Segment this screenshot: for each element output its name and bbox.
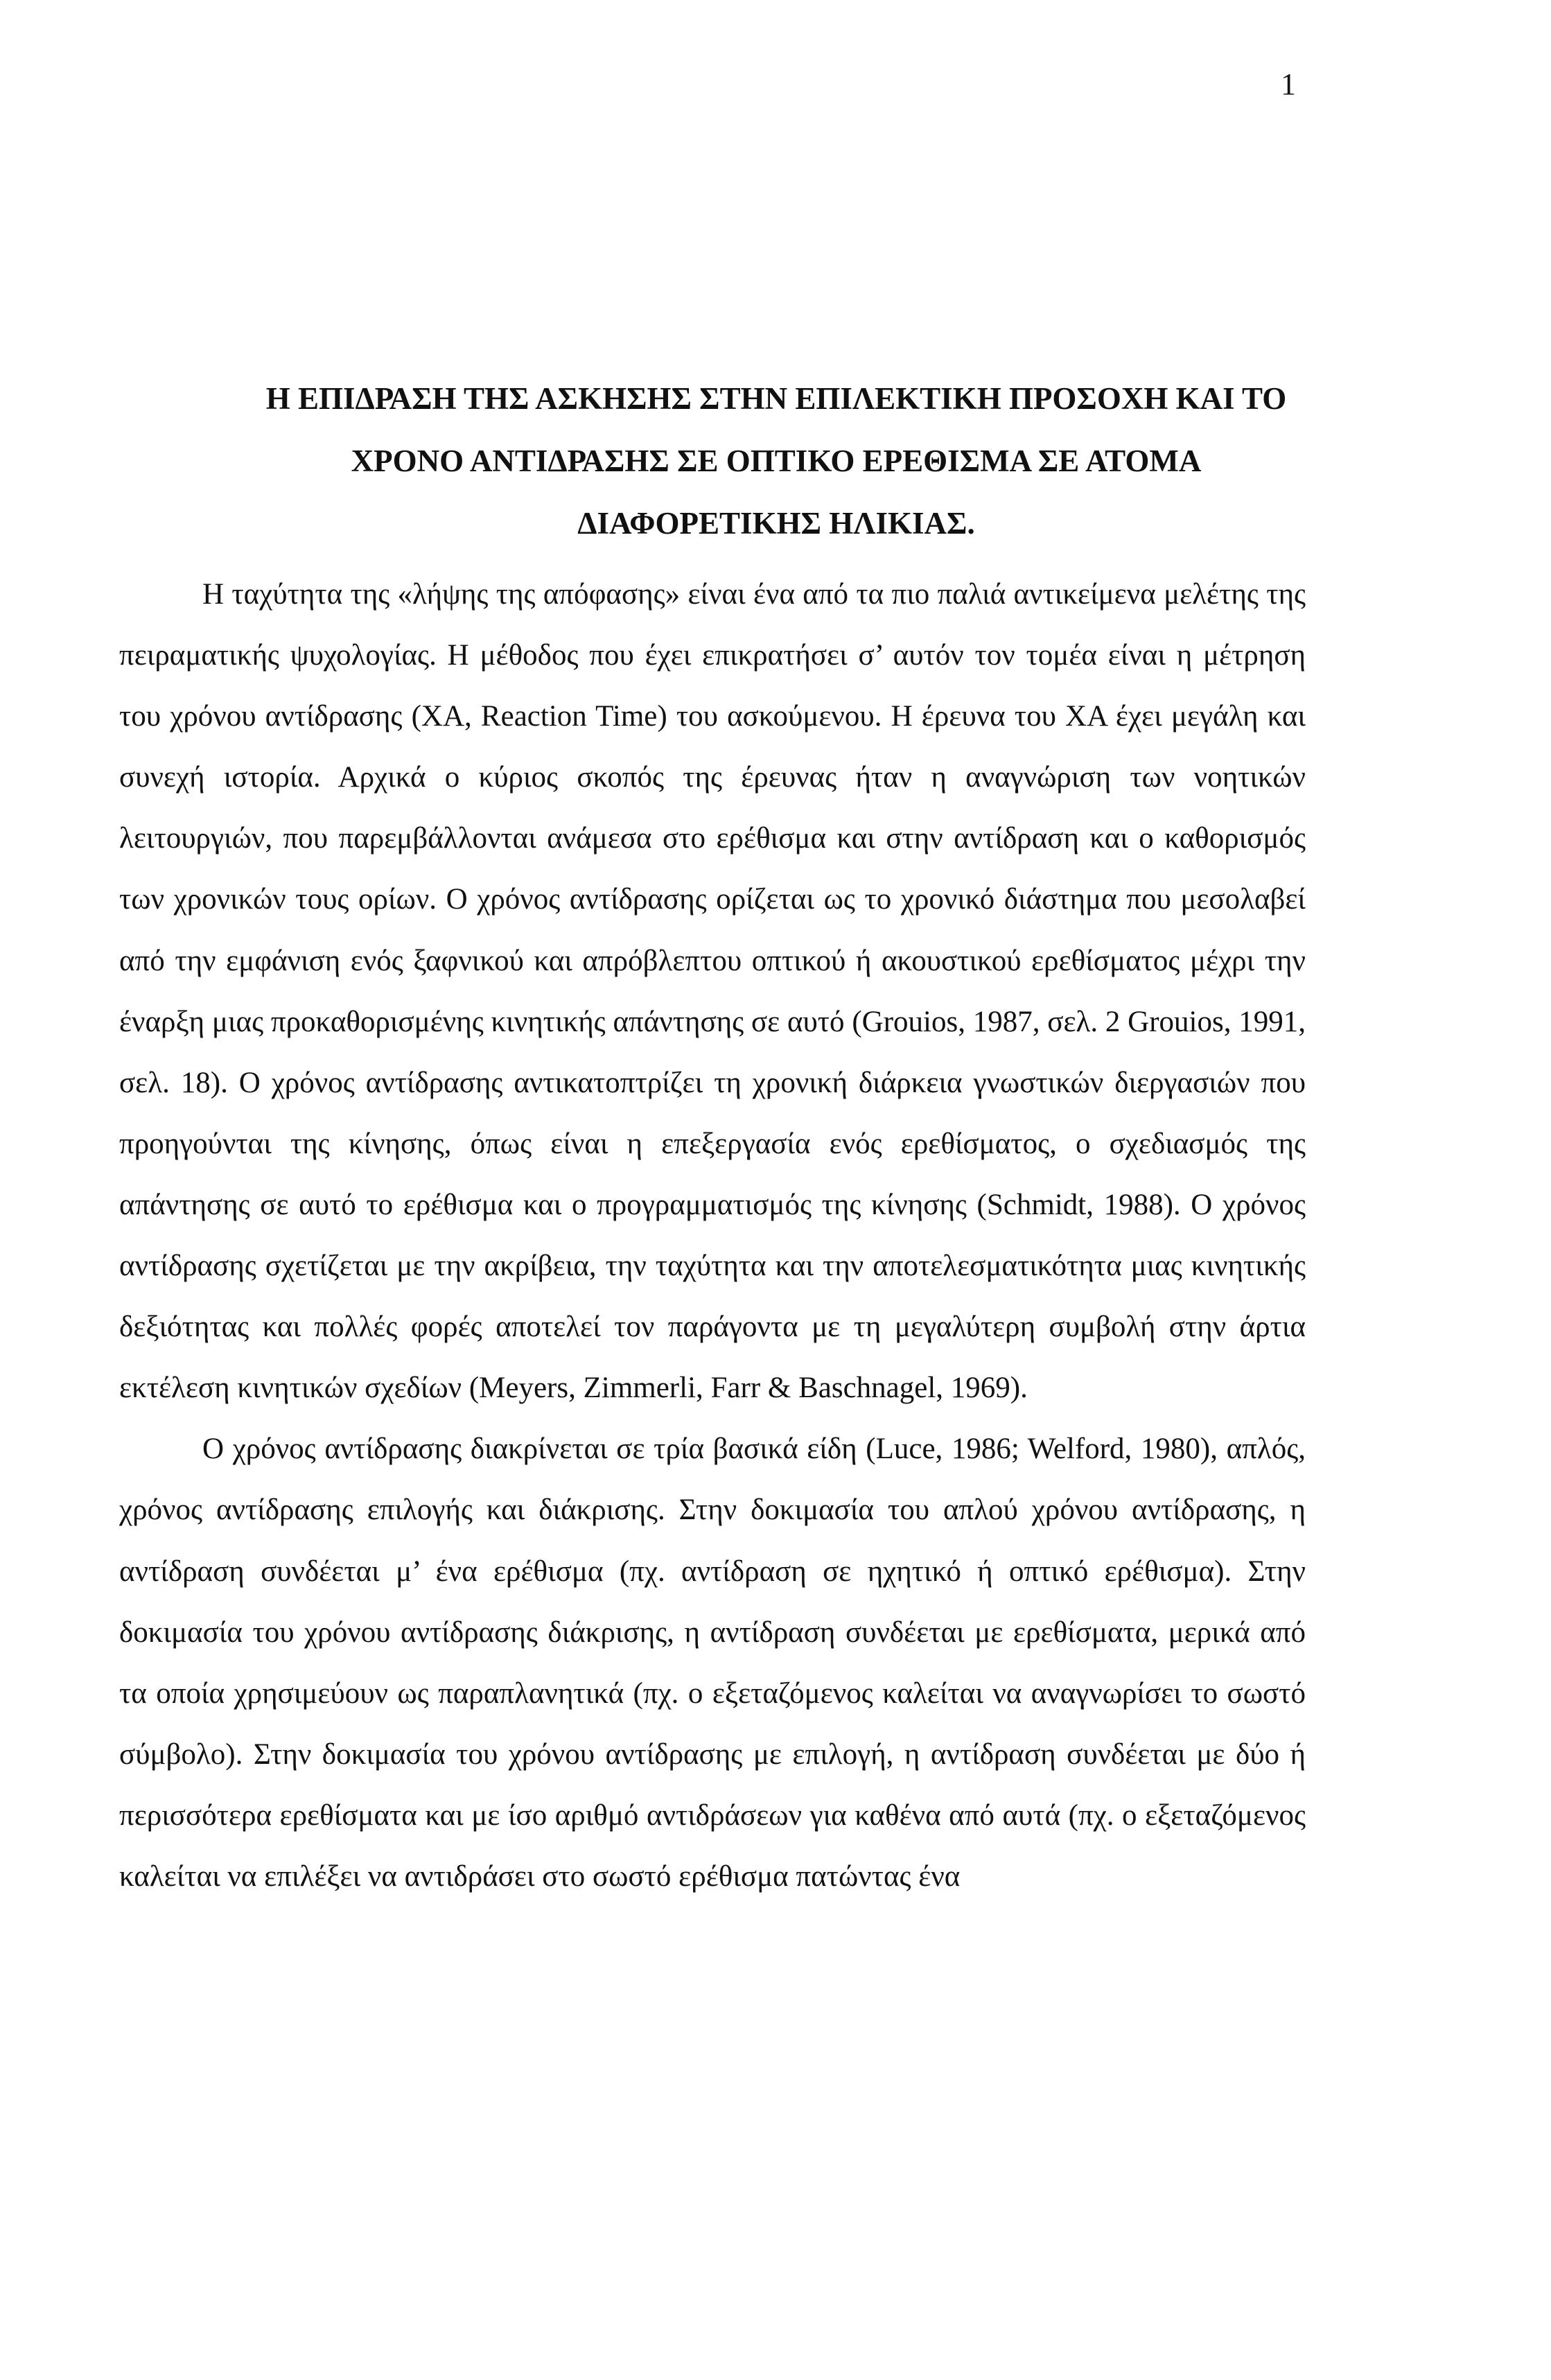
- title-line: ΔΙΑΦΟΡΕΤΙΚΗΣ ΗΛΙΚΙΑΣ.: [577, 506, 975, 541]
- body-text: [119, 564, 1306, 1907]
- document-title: [111, 367, 1442, 554]
- title-line: Η ΕΠΙΔΡΑΣΗ ΤΗΣ ΑΣΚΗΣΗΣ ΣΤΗΝ ΕΠΙΛΕΚΤΙΚΗ ΠΡΟΣΟΧΗ ΚΑΙ ΤΟ: [265, 381, 1287, 416]
- page-number: 1: [1281, 67, 1296, 101]
- paragraph-reaction-time-types: Ο χρόνος αντίδρασης διακρίνεται σε τρία βασικά είδη (Luce, 1986; Welford, 1980), απλός, χρόνος αντίδρασης επιλογής και διάκρισης. Στην δοκιμασία του απλού χρόνου αντίδρασης, η αντίδραση συνδέεται μ’ ένα ερέθισμα (πχ. αντίδραση σε ηχητικό ή οπτικό ερέθισμα). Στην δοκιμασία του χρόνου αντίδρασης διάκρισης, η αντίδραση συνδέεται με ερεθίσματα, μερικά από τα οποία χρησιμεύουν ως παραπλανητικά (πχ. ο εξεταζόμενος καλείται να αναγνωρίσει το σωστό σύμβολο). Στην δοκιμασία του χρόνου αντίδρασης με επιλογή, η αντίδραση συνδέεται με δύο ή περισσότερα ερεθίσματα και με ίσο αριθμό αντιδράσεων για καθένα από αυτά (πχ. ο εξεταζόμενος καλείται να επιλέξει να αντιδράσει στο σωστό ερέθισμα πατώντας ένα: [119, 1433, 1306, 1893]
- paragraph-reaction-time-definition: Η ταχύτητα της «λήψης της απόφασης» είναι ένα από τα πιο παλιά αντικείμενα μελέτης της πειραματικής ψυχολογίας. Η μέθοδος που έχει επικρατήσει σ’ αυτόν τον τομέα είναι η μέτρηση του χρόνου αντίδρασης (ΧΑ, Reaction Time) του ασκούμενου. Η έρευνα του ΧΑ έχει μεγάλη και συνεχή ιστορία. Αρχικά ο κύριος σκοπός της έρευνας ήταν η αναγνώριση των νοητικών λειτουργιών, που παρεμβάλλονται ανάμεσα στο ερέθισμα και στην αντίδραση και ο καθορισμός των χρονικών τους ορίων. Ο χρόνος αντίδρασης ορίζεται ως το χρονικό διάστημα που μεσολαβεί από την εμφάνιση ενός ξαφνικού και απρόβλεπτου οπτικού ή ακουστικού ερεθίσματος μέχρι την έναρξη μιας προκαθορισμένης κινητικής απάντησης σε αυτό (Grouios, 1987, σελ. 2 Grouios, 1991, σελ. 18). Ο χρόνος αντίδρασης αντικατοπτρίζει τη χρονική διάρκεια γνωστικών διεργασιών που προηγούνται της κίνησης, όπως είναι η επεξεργασία ενός ερεθίσματος, ο σχεδιασμός της απάντησης σε αυτό το ερέθισμα και ο προγραμματισμός της κίνησης (Schmidt, 1988). Ο χρόνος αντίδρασης σχετίζεται με την ακρίβεια, την ταχύτητα και την αποτελεσματικότητα μιας κινητικής δεξιότητας και πολλές φορές αποτελεί τον παράγοντα με τη μεγαλύτερη συμβολή στην άρτια εκτέλεση κινητικών σχεδίων (Meyers, Zimmerli, Farr & Baschnagel, 1969).: [119, 578, 1306, 1405]
- title-line: ΧΡΟΝΟ ΑΝΤΙΔΡΑΣΗΣ ΣΕ ΟΠΤΙΚΟ ΕΡΕΘΙΣΜΑ ΣΕ ΑΤΟΜΑ: [351, 444, 1202, 478]
